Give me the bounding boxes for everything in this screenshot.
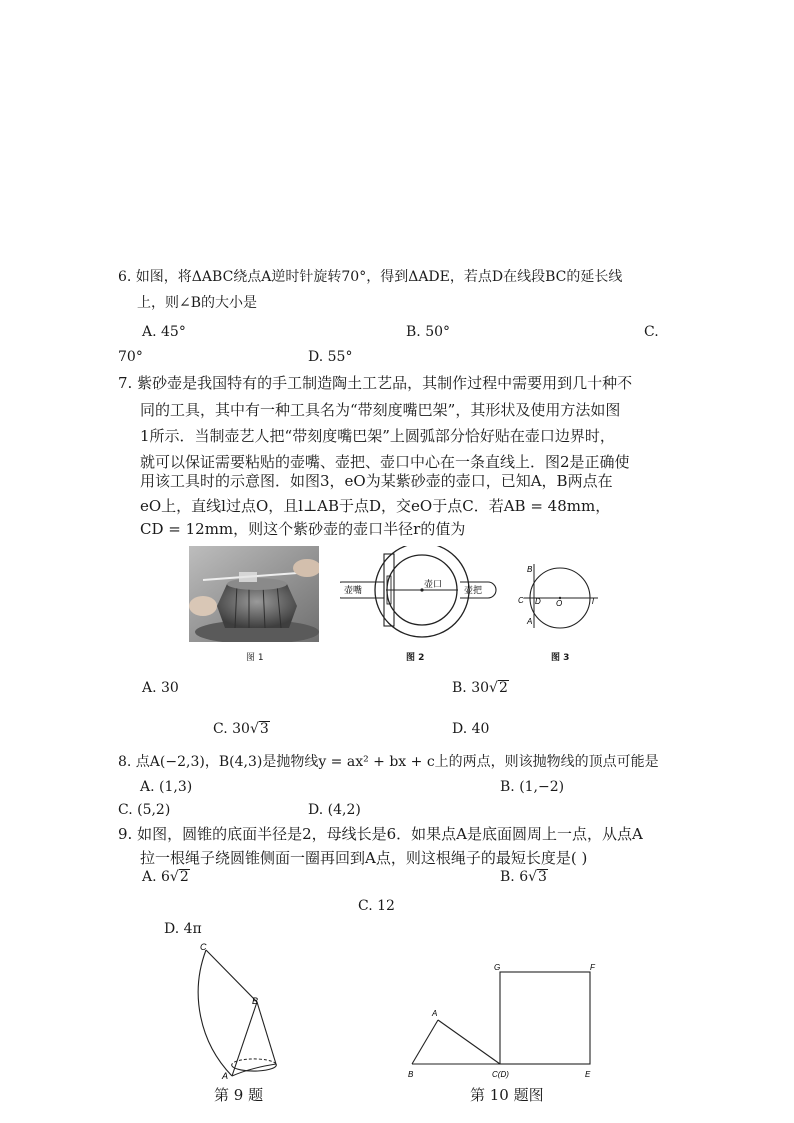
- figure-2-caption: 图 2: [406, 653, 425, 663]
- q9-option-b: B. 6√3: [500, 869, 547, 885]
- fig3-label-O: O: [556, 599, 563, 608]
- q8-option-c: C. (5,2): [118, 802, 171, 818]
- q7-option-b-radicand: 2: [498, 680, 508, 696]
- q7-option-c: C. 30√3: [213, 721, 269, 737]
- q7-option-c-prefix: C. 30: [213, 721, 250, 737]
- fig9-label-B: B: [252, 996, 259, 1006]
- q6-option-c-value: 70°: [118, 349, 143, 365]
- figure-1-photo: [189, 546, 319, 642]
- q7-option-c-radicand: 3: [259, 721, 269, 737]
- q6-option-b: B. 50°: [406, 324, 451, 340]
- fig9-label-C: C: [200, 942, 207, 952]
- fig3-label-A: A: [527, 617, 533, 626]
- fig3-label-l: l: [592, 597, 594, 606]
- q9-option-a-prefix: A. 6: [142, 869, 170, 885]
- fig10-label-F: F: [590, 963, 595, 972]
- q9-option-c: C. 12: [358, 898, 395, 914]
- q9-option-b-radicand: 3: [538, 869, 547, 885]
- q7-line-4: 用该工具时的示意图．如图3，eO为某紫砂壶的壶口，已知A，B两点在: [140, 472, 613, 490]
- fig10-label-G: G: [494, 963, 501, 972]
- fig10-label-CD: C(D): [492, 1070, 509, 1079]
- q7-line-0: 7. 紫砂壶是我国特有的手工制造陶土工艺品，其制作过程中需要用到几十种不: [118, 374, 633, 392]
- q7-line-1: 同的工具，其中有一种工具名为“带刻度嘴巴架”，其形状及使用方法如图: [140, 401, 621, 419]
- fig10-label-E: E: [585, 1070, 591, 1079]
- q9-option-d: D. 4π: [164, 921, 202, 937]
- q6-option-c: C.: [644, 324, 659, 340]
- q8-option-b: B. (1,−2): [500, 779, 565, 795]
- q7-option-b: B. 30√2: [452, 680, 508, 696]
- q7-line-5: eO上，直线l过点O，且l⊥AB于点D，交eO于点C．若AB = 48mm，: [140, 497, 611, 515]
- fig2-label-handle: 壶把: [464, 585, 483, 595]
- fig3-label-B: B: [527, 565, 533, 574]
- q7-line-6: CD = 12mm，则这个紫砂壶的壶口半径r的值为: [140, 520, 466, 538]
- fig2-label-mouth: 壶口: [424, 579, 443, 589]
- figure-q9-caption: 第 9 题: [214, 1086, 264, 1104]
- fig2-label-spout: 壶嘴: [344, 585, 363, 595]
- fig10-label-B: B: [408, 1070, 414, 1079]
- q8-option-d: D. (4,2): [308, 802, 361, 818]
- fig3-label-C: C: [518, 596, 524, 605]
- q9-line1: 9. 如图，圆锥的底面半径是2，母线长是6．如果点A是底面圆周上一点，从点A: [118, 825, 643, 843]
- figure-q10-diagram: [404, 958, 604, 1080]
- q9-option-a-radicand: 2: [179, 869, 189, 885]
- figure-q9-cone: [170, 940, 290, 1080]
- q9-option-a: A. 6√2: [142, 869, 189, 885]
- q7-option-d: D. 40: [452, 721, 490, 737]
- q9-line2: 拉一根绳子绕圆锥侧面一圈再回到A点，则这根绳子的最短长度是( ): [140, 849, 588, 867]
- figure-q10-caption: 第 10 题图: [470, 1086, 544, 1104]
- q7-option-a: A. 30: [142, 680, 179, 696]
- figure-3-caption: 图 3: [551, 653, 570, 663]
- figure-1-caption: 图 1: [246, 653, 264, 663]
- q8-line1: 8. 点A(−2,3)，B(4,3)是抛物线y = ax² + bx + c上的两点，则该抛物线的顶点可能是: [118, 754, 659, 770]
- q6-option-a: A. 45°: [142, 324, 186, 340]
- q6-line2: 上，则∠B的大小是: [137, 295, 258, 311]
- q7-option-b-prefix: B. 30: [452, 680, 490, 696]
- q7-line-2: 1所示．当制壶艺人把“带刻度嘴巴架”上圆弧部分恰好贴在壶口边界时，: [140, 427, 615, 445]
- fig9-label-A: A: [222, 1071, 229, 1080]
- q6-option-d: D. 55°: [308, 349, 353, 365]
- fig10-label-A: A: [432, 1009, 438, 1018]
- figure-3-diagram: [512, 556, 604, 636]
- figure-2-diagram: [340, 546, 500, 646]
- q6-line1: 6. 如图，将ΔABC绕点A逆时针旋转70°，得到ΔADE，若点D在线段BC的延长线: [118, 269, 623, 285]
- q9-option-b-prefix: B. 6: [500, 869, 529, 885]
- fig3-label-D: D: [535, 597, 541, 606]
- q8-option-a: A. (1,3): [140, 779, 193, 795]
- q7-line-3: 就可以保证需要粘贴的壶嘴、壶把、壶口中心在一条直线上．图2是正确使: [140, 453, 630, 471]
